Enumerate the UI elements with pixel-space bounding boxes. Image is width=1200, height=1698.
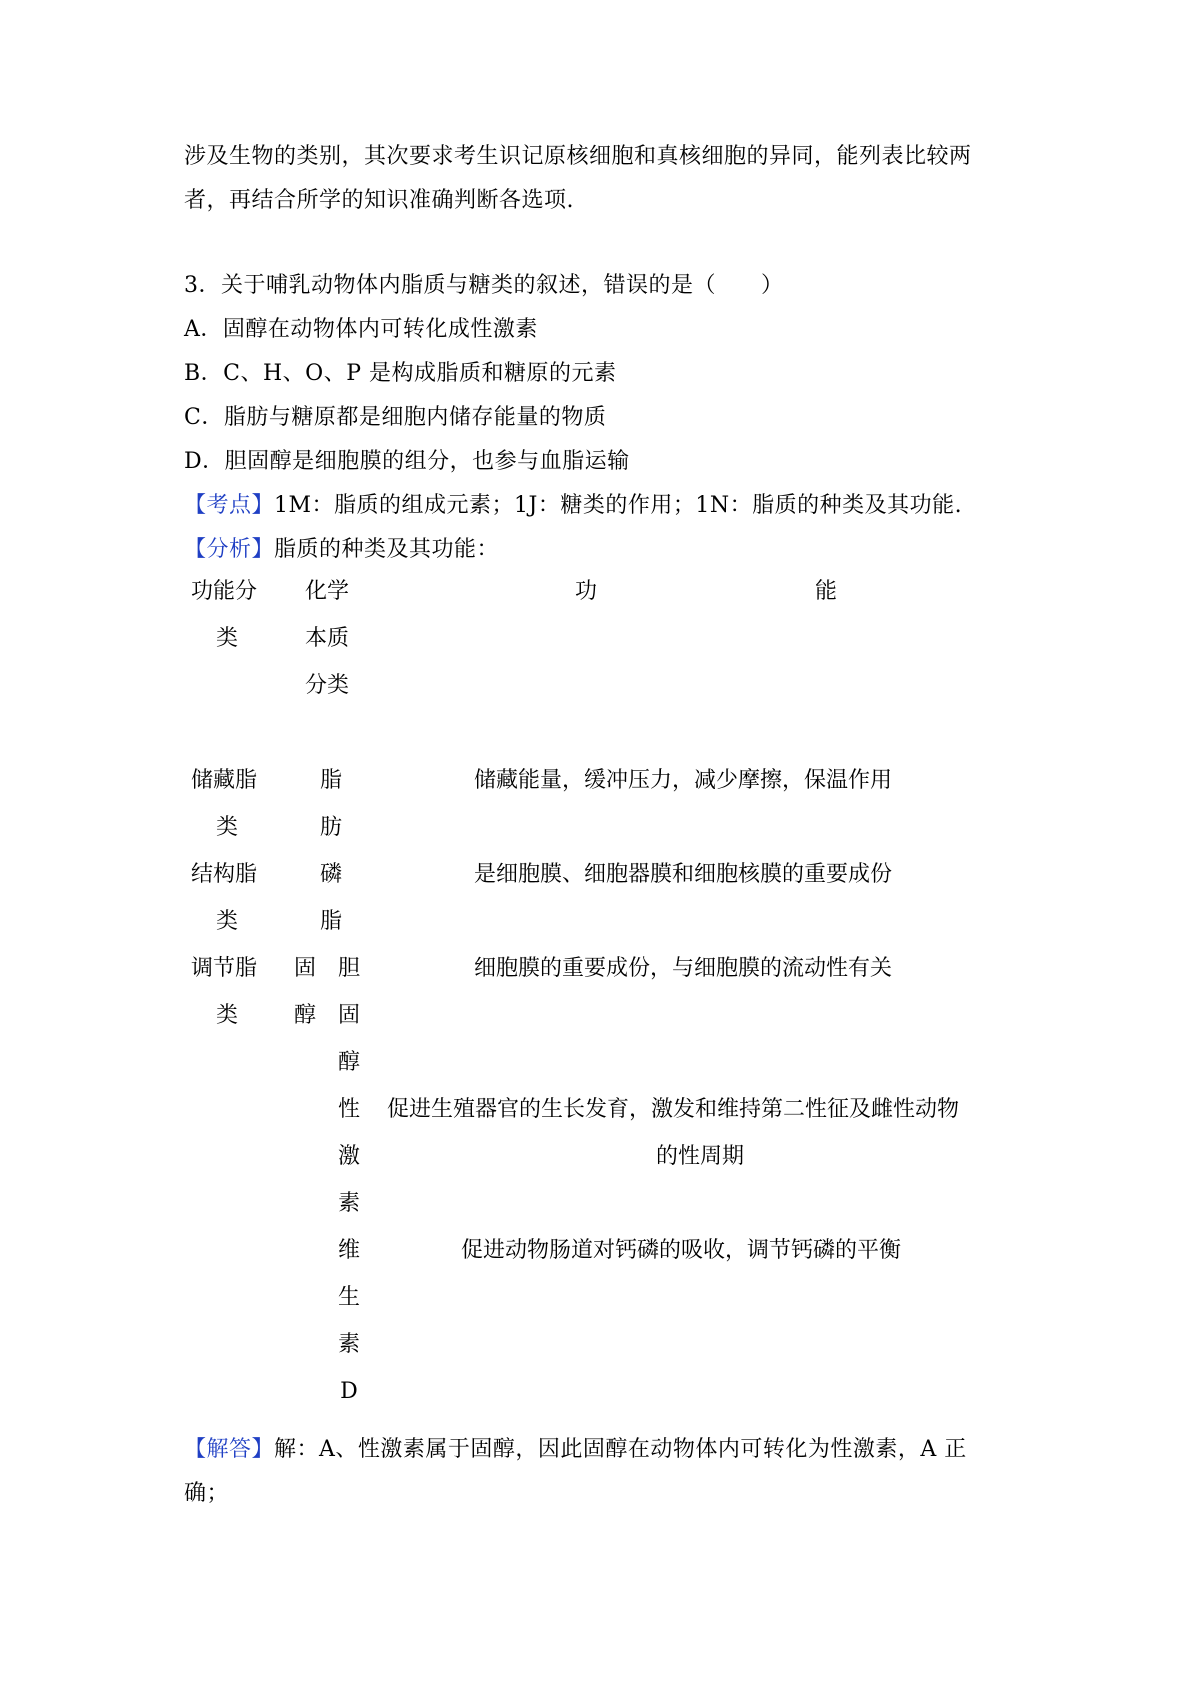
- header-col2-line: 分类: [304, 673, 349, 698]
- sex-hormone-name-char: 性: [337, 1097, 360, 1122]
- storage-cat-a: 储藏脂: [191, 768, 258, 793]
- header-col1-a: 功能分: [191, 579, 258, 604]
- storage-cat-b: 类: [216, 815, 239, 840]
- header-col2: [303, 568, 351, 709]
- option-b: B．C、H、O、P 是构成脂质和糖原的元素: [184, 361, 617, 386]
- cholesterol-name-char: 固: [337, 1003, 360, 1028]
- cholesterol-name-char: 胆: [337, 956, 360, 981]
- header-col1-b: 类: [216, 626, 239, 651]
- storage-sub-char: 脂: [319, 768, 342, 793]
- vitamin-d-name-char: 维: [337, 1238, 360, 1263]
- structural-cat-b: 类: [216, 909, 239, 934]
- vitamin-d-name-char: 生: [337, 1285, 360, 1310]
- intro-line-1: 涉及生物的类别，其次要求考生识记原核细胞和真核细胞的异同，能列表比较两: [184, 144, 972, 169]
- vitamin-d-func: 促进动物肠道对钙磷的吸收，调节钙磷的平衡: [461, 1238, 902, 1263]
- regulatory-sub-main: [288, 945, 322, 1039]
- storage-func: 储藏能量，缓冲压力，减少摩擦，保温作用: [474, 768, 893, 793]
- regulatory-sub-main-char: 固: [293, 956, 316, 981]
- fenxi-text: 脂质的种类及其功能：: [274, 537, 500, 562]
- regulatory-cat-a: 调节脂: [191, 956, 258, 981]
- sex-hormone-name: [332, 1086, 366, 1227]
- cholesterol-name-char: 醇: [337, 1050, 360, 1075]
- intro-line-2: 者，再结合所学的知识准确判断各选项.: [184, 188, 574, 213]
- vitamin-d-name-char: D: [340, 1379, 358, 1404]
- regulatory-cat-b: 类: [216, 1003, 239, 1028]
- sex-hormone-func-b: 的性周期: [656, 1144, 745, 1169]
- option-d: D．胆固醇是细胞膜的组分，也参与血脂运输: [184, 449, 630, 474]
- vitamin-d-name-char: 素: [337, 1332, 360, 1357]
- option-a: A．固醇在动物体内可转化成性激素: [184, 317, 538, 342]
- structural-sub: [314, 851, 348, 945]
- fenxi-line: [184, 536, 499, 564]
- sex-hormone-name-char: 激: [337, 1144, 360, 1169]
- jieda-line-1: [184, 1436, 967, 1464]
- fenxi-tag: 【分析】: [184, 537, 275, 562]
- question-stem: 3．关于哺乳动物体内脂质与糖类的叙述，错误的是（ ）: [184, 273, 784, 298]
- structural-func: 是细胞膜、细胞器膜和细胞核膜的重要成份: [474, 862, 893, 887]
- header-col2-line: 化学: [304, 579, 349, 604]
- regulatory-sub-main-char: 醇: [293, 1003, 316, 1028]
- kaodian-text: 1M：脂质的组成元素；1J：糖类的作用；1N：脂质的种类及其功能.: [274, 493, 963, 518]
- vitamin-d-name: [332, 1227, 366, 1415]
- option-c: C．脂肪与糖原都是细胞内储存能量的物质: [184, 405, 607, 430]
- header-col3-b: 能: [815, 579, 838, 604]
- kaodian-tag: 【考点】: [184, 493, 275, 518]
- cholesterol-func: 细胞膜的重要成份，与细胞膜的流动性有关: [474, 956, 893, 981]
- header-col2-line: 本质: [304, 626, 349, 651]
- structural-sub-char: 脂: [319, 909, 342, 934]
- jieda-line-2: 确；: [184, 1481, 230, 1506]
- structural-sub-char: 磷: [319, 862, 342, 887]
- sex-hormone-name-char: 素: [337, 1191, 360, 1216]
- jieda-tag: 【解答】: [184, 1437, 275, 1462]
- storage-sub-char: 肪: [319, 815, 342, 840]
- storage-sub: [314, 757, 348, 851]
- cholesterol-name: [332, 945, 366, 1086]
- structural-cat-a: 结构脂: [191, 862, 258, 887]
- header-col3-a: 功: [575, 579, 598, 604]
- sex-hormone-func-a: 促进生殖器官的生长发育，激发和维持第二性征及雌性动物: [387, 1097, 960, 1122]
- kaodian-line: [184, 492, 962, 520]
- jieda-text-1: 解：A、性激素属于固醇，因此固醇在动物体内可转化为性激素，A 正: [274, 1437, 967, 1462]
